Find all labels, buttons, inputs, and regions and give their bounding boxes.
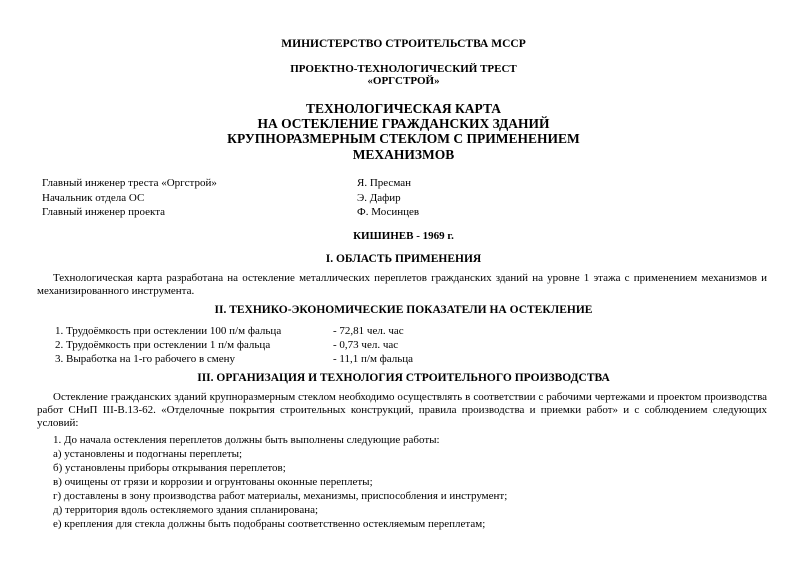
- indicator-value: - 72,81 чел. час: [333, 325, 404, 337]
- signatory-name: Я. Пресман: [357, 177, 411, 189]
- list-item: а) установлены и подогнаны переплеты;: [53, 448, 243, 460]
- indicator-value: - 0,73 чел. час: [333, 339, 399, 351]
- document-title-line4: МЕХАНИЗМОВ: [352, 147, 455, 162]
- signatory-role: Главный инженер проекта: [42, 206, 166, 218]
- signatory-name: Ф. Мосинцев: [357, 206, 420, 218]
- city-year: КИШИНЕВ - 1969 г.: [353, 230, 454, 242]
- signatory-role: Главный инженер треста «Оргстрой»: [42, 177, 217, 189]
- section-heading: I. ОБЛАСТЬ ПРИМЕНЕНИЯ: [325, 253, 482, 265]
- indicator-label: 3. Выработка на 1-го рабочего в смену: [55, 353, 236, 365]
- trust-heading-line2: «ОРГСТРОЙ»: [367, 75, 440, 87]
- list-item: 1. До начала остекления переплетов должны быть выполнены следующие работы:: [53, 434, 440, 446]
- list-item: д) территория вдоль остекляемого здания спланирована;: [53, 504, 319, 516]
- indicator-label: 2. Трудоёмкость при остеклении 1 п/м фальца: [55, 339, 271, 351]
- section-heading: II. ТЕХНИКО-ЭКОНОМИЧЕСКИЕ ПОКАЗАТЕЛИ НА ОСТЕКЛЕНИЕ: [214, 304, 593, 316]
- section-heading: III. ОРГАНИЗАЦИЯ И ТЕХНОЛОГИЯ СТРОИТЕЛЬНОГО ПРОИЗВОДСТВА: [197, 372, 610, 384]
- list-item: е) крепления для стекла должны быть подобраны соответственно остекляемым переплетам;: [53, 518, 486, 530]
- signatory-name: Э. Дафир: [357, 192, 401, 204]
- ministry-heading: МИНИСТЕРСТВО СТРОИТЕЛЬСТВА МССР: [281, 38, 526, 50]
- document-title-line2: НА ОСТЕКЛЕНИЕ ГРАЖДАНСКИХ ЗДАНИЙ: [257, 116, 550, 131]
- list-item: г) доставлены в зону производства работ материалы, механизмы, приспособления и инструмент;: [53, 490, 508, 502]
- list-item: б) установлены приборы открывания переплетов;: [53, 462, 286, 474]
- section-paragraph: Технологическая карта разработана на остекление металлических переплетов гражданских зданий на уровне 1 этажа с применением механизмов и механизированного инструмента.: [37, 272, 767, 297]
- indicator-label: 1. Трудоёмкость при остеклении 100 п/м фальца: [55, 325, 282, 337]
- signatory-role: Начальник отдела ОС: [42, 192, 145, 204]
- document-title-line3: КРУПНОРАЗМЕРНЫМ СТЕКЛОМ С ПРИМЕНЕНИЕМ: [227, 131, 580, 146]
- section-paragraph: Остекление гражданских зданий крупноразмерным стеклом необходимо осуществлять в соответствии с рабочими чертежами и проектом производства работ СНиП III-В.13-62. «Отделочные покрытия строительных конструкций, правила производства и приемки работ» и с соблюдением следующих условий:: [37, 391, 767, 429]
- trust-heading-line1: ПРОЕКТНО-ТЕХНОЛОГИЧЕСКИЙ ТРЕСТ: [290, 63, 517, 75]
- indicator-value: - 11,1 п/м фальца: [333, 353, 414, 365]
- list-item: в) очищены от грязи и коррозии и огрунтованы оконные переплеты;: [53, 476, 373, 488]
- document-title-line1: ТЕХНОЛОГИЧЕСКАЯ КАРТА: [305, 101, 502, 116]
